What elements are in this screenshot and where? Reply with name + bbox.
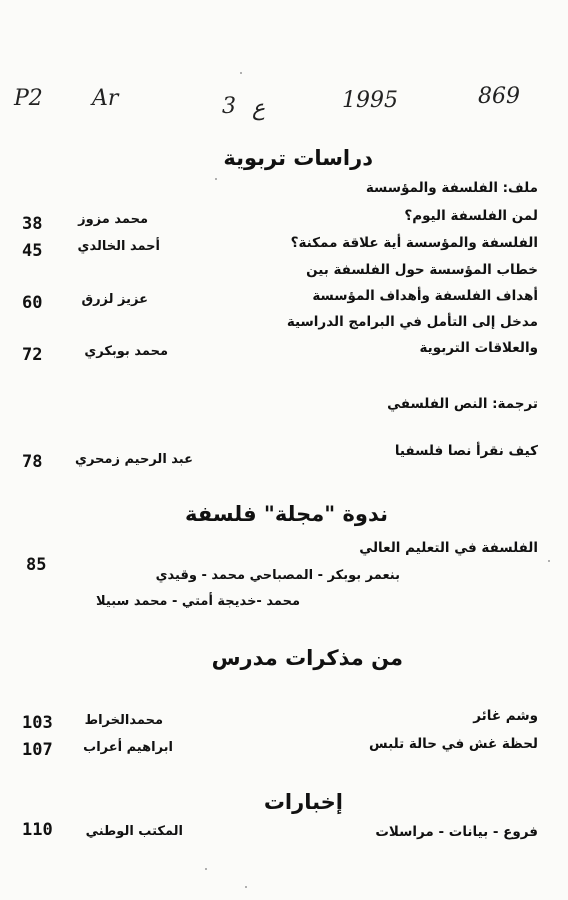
toc-entry-author: ابراهيم أعراب <box>83 740 173 755</box>
toc-entry-page: 110 <box>22 820 53 840</box>
toc-entry-author: محمد مزوز <box>78 212 148 227</box>
seminar-participants-line-2: محمد -خديجة أمتي - محمد سبيلا <box>96 594 300 609</box>
seminar-participants-line-1: بنعمر بوبكر - المصباحي محمد - وقيدي <box>155 568 400 583</box>
toc-entry-page: 78 <box>22 452 43 472</box>
toc-entry-page: 38 <box>22 214 43 234</box>
section-heading-teacher: من مذكرات مدرس <box>211 646 403 670</box>
toc-entry-page: 103 <box>22 713 53 733</box>
scan-speck <box>548 560 550 562</box>
handwritten-p2: P2 <box>14 86 43 111</box>
scan-speck <box>245 886 247 888</box>
toc-entry-page: 107 <box>22 740 53 760</box>
toc-entry-title: والعلاقات التربوية <box>419 340 538 356</box>
scan-speck <box>215 178 217 180</box>
toc-entry-author: محمدالخراط <box>84 713 163 728</box>
toc-entry-author: عبد الرحيم زمحري <box>75 452 193 467</box>
translation-heading: ترجمة: النص الفلسفي <box>387 396 538 412</box>
toc-entry-title: خطاب المؤسسة حول الفلسفة بين <box>306 262 538 278</box>
toc-entry-page: 72 <box>22 345 43 365</box>
section-heading-studies: دراسات تربوية <box>223 146 373 170</box>
section-heading-seminar: ندوة "مجلة" فلسفة <box>185 502 388 526</box>
handwritten-number-3: 3 <box>222 94 236 119</box>
scan-speck <box>240 72 242 74</box>
toc-entry-title: مدخل إلى التأمل في البرامج الدراسية <box>286 314 538 330</box>
toc-entry-page: 60 <box>22 293 43 313</box>
toc-entry-author: عزيز لزرق <box>81 292 148 307</box>
toc-entry-title: فروع - بيانات - مراسلات <box>375 824 538 840</box>
handwritten-code: 869 <box>478 84 520 109</box>
toc-entry-title: أهداف الفلسفة وأهداف المؤسسة <box>312 288 538 304</box>
toc-entry-author: المكتب الوطني <box>85 824 183 839</box>
seminar-page: 85 <box>26 555 47 575</box>
toc-entry-author: محمد بوبكري <box>84 344 168 359</box>
handwritten-year: 1995 <box>342 88 398 113</box>
file-heading: ملف: الفلسفة والمؤسسة <box>365 180 538 196</box>
toc-entry-page: 45 <box>22 241 43 261</box>
section-heading-news: إخبارات <box>263 790 343 814</box>
handwritten-ar: Ar <box>92 86 119 111</box>
toc-entry-author: أحمد الخالدي <box>77 239 160 254</box>
scan-speck <box>205 868 207 870</box>
seminar-title: الفلسفة في التعليم العالي <box>359 540 538 556</box>
handwritten-letter-ain: ع <box>252 96 266 121</box>
toc-entry-title: الفلسفة والمؤسسة أية علاقة ممكنة؟ <box>290 235 538 251</box>
toc-entry-title: لمن الفلسفة اليوم؟ <box>404 208 538 224</box>
toc-entry-title: وشم غائر <box>473 708 538 724</box>
toc-entry-title: كيف نقرأ نصا فلسفيا <box>394 443 538 459</box>
toc-entry-title: لحظة غش في حالة تلبس <box>369 736 538 752</box>
